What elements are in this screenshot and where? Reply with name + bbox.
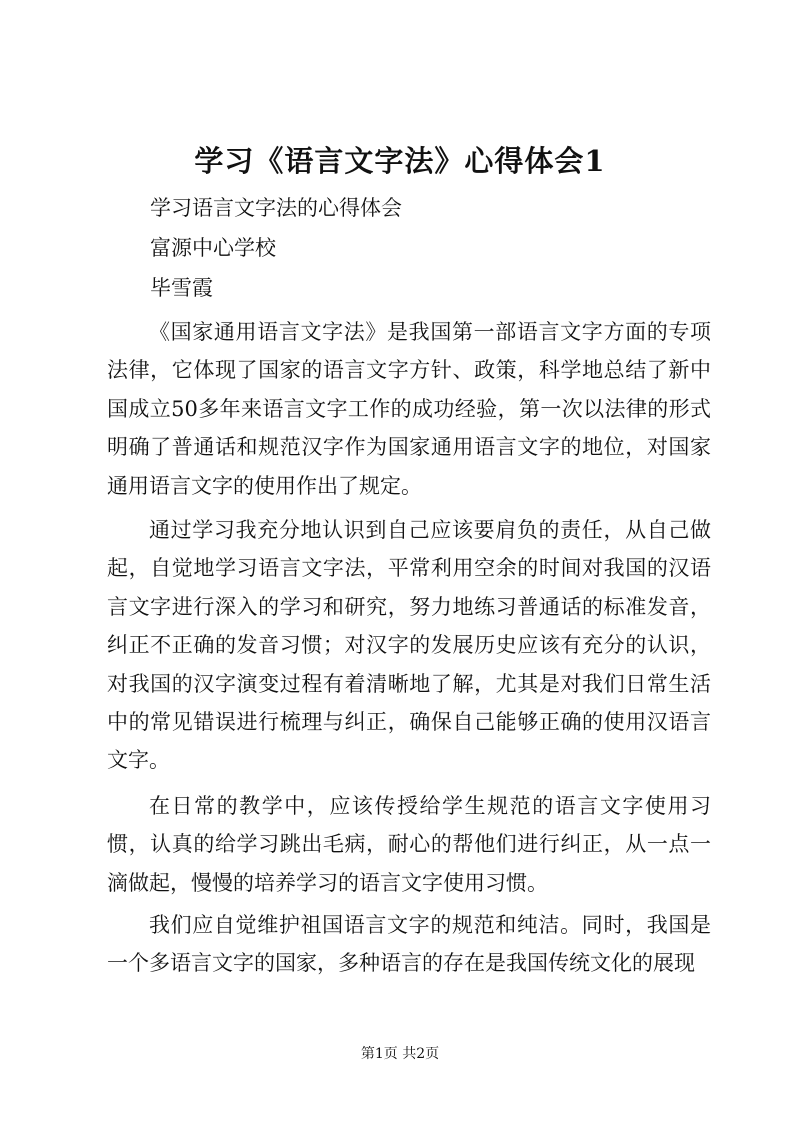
paragraph: 《国家通用语言文字法》是我国第一部语言文字方面的专项法律，它体现了国家的语言文字方针、政策，科学地总结了新中国成立50多年来语言文字工作的成功经验，第一次以法律的形式明确了普通话和规范汉字作为国家通用语言文字的地位，对国家通用语言文字的使用作出了规定。 [107, 320, 711, 498]
author-name: 毕雪霞 [150, 276, 213, 300]
school-name: 富源中心学校 [150, 236, 276, 260]
document-title: 学习《语言文字法》心得体会1 [194, 144, 606, 178]
document-subtitle: 学习语言文字法的心得体会 [150, 196, 402, 220]
page-footer: 第1页 共2页 [360, 1046, 440, 1062]
paragraph: 我们应自觉维护祖国语言文字的规范和纯洁。同时，我国是一个多语言文字的国家，多种语言的存在是我国传统文化的展现 [107, 913, 711, 976]
paragraph: 通过学习我充分地认识到自己应该要肩负的责任，从自己做起，自觉地学习语言文字法，平常利用空余的时间对我国的汉语言文字进行深入的学习和研究，努力地练习普通话的标准发音，纠正不正确的发音习惯；对汉字的发展历史应该有充分的认识，对我国的汉字演变过程有着清晰地了解，尤其是对我们日常生活中的常见错误进行梳理与纠正，确保自己能够正确的使用汉语言文字。 [107, 518, 711, 773]
paragraph: 在日常的教学中，应该传授给学生规范的语言文字使用习惯，认真的给学习跳出毛病，耐心的帮他们进行纠正，从一点一滴做起，慢慢的培养学习的语言文字使用习惯。 [107, 794, 711, 895]
